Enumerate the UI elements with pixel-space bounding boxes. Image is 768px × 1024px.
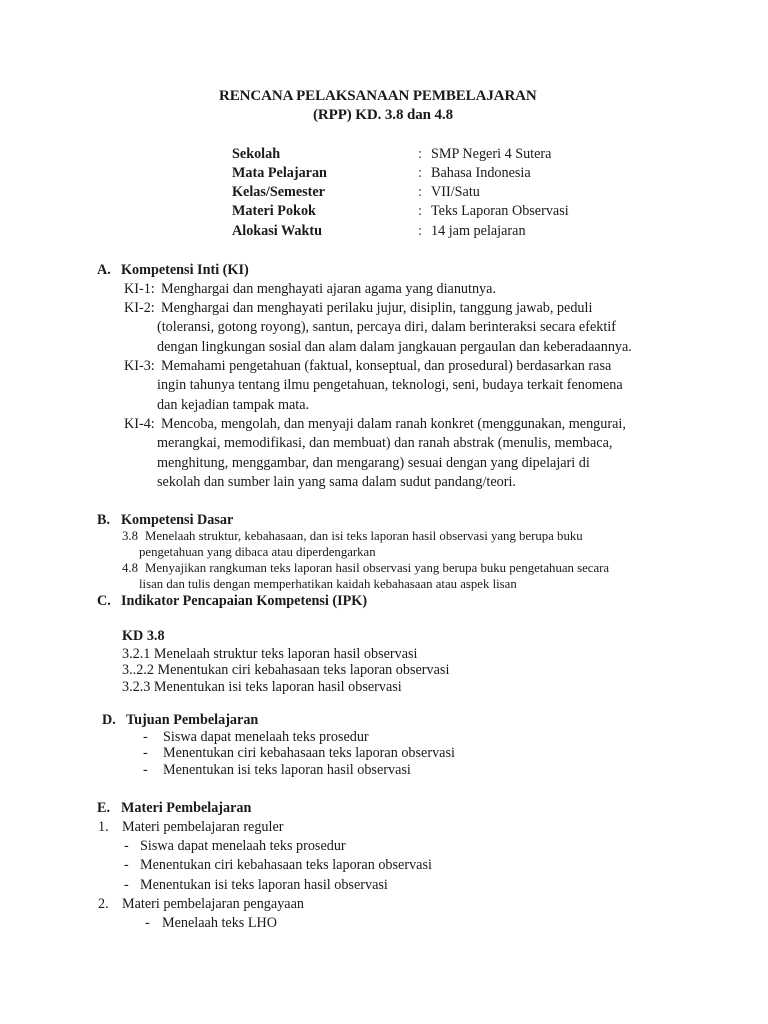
identity-label: Mata Pelajaran [232, 165, 327, 181]
objective-item: Menentukan ciri kebahasaan teks laporan observasi [163, 745, 455, 761]
bullet-dash: - [124, 877, 129, 893]
kd-text: pengetahuan yang dibaca atau diperdengarkan [139, 545, 376, 559]
ki-text: (toleransi, gotong royong), santun, percaya diri, dalam berinteraksi secara efektif [157, 319, 616, 335]
group-label: Materi pembelajaran reguler [122, 819, 284, 835]
identity-label: Sekolah [232, 146, 281, 162]
identity-value: 14 jam pelajaran [431, 223, 526, 239]
identity-colon: : [418, 165, 422, 181]
identity-value: Bahasa Indonesia [431, 165, 531, 181]
materi-item: Siswa dapat menelaah teks prosedur [140, 838, 346, 854]
section-heading: Materi Pembelajaran [121, 800, 252, 816]
materi-item: Menentukan ciri kebahasaan teks laporan observasi [140, 857, 432, 873]
ki-text: dengan lingkungan sosial dan alam dalam jangkauan pergaulan dan keberadaannya. [157, 339, 632, 355]
indicator-item: 3.2.1 Menelaah struktur teks laporan hasil observasi [122, 646, 418, 662]
ki-text: merangkai, memodifikasi, dan membuat) dan ranah abstrak (menulis, membaca, [157, 435, 613, 451]
section-heading: Tujuan Pembelajaran [126, 712, 259, 728]
ki-text: Memahami pengetahuan (faktual, konseptual, dan prosedural) berdasarkan rasa [161, 358, 612, 374]
section-heading: Kompetensi Dasar [121, 512, 234, 528]
identity-colon: : [418, 146, 422, 162]
ki-text: menghitung, menggambar, dan mengarang) sesuai dengan yang dipelajari di [157, 455, 590, 471]
group-label: Materi pembelajaran pengayaan [122, 896, 304, 912]
kd-code: 4.8 [122, 561, 138, 575]
ki-code: KI-1: [124, 281, 155, 297]
bullet-dash: - [124, 857, 129, 873]
ki-code: KI-4: [124, 416, 155, 432]
kd-subheading: KD 3.8 [122, 628, 165, 644]
section-letter: D. [102, 712, 116, 728]
document-title-line1: RENCANA PELAKSANAAN PEMBELAJARAN [219, 88, 537, 104]
indicator-item: 3..2.2 Menentukan ciri kebahasaan teks laporan observasi [122, 662, 450, 678]
document-title-line2: (RPP) KD. 3.8 dan 4.8 [313, 107, 453, 123]
ki-text: dan kejadian tampak mata. [157, 397, 310, 413]
identity-value: Teks Laporan Observasi [431, 203, 569, 219]
identity-value: SMP Negeri 4 Sutera [431, 146, 552, 162]
ki-code: KI-2: [124, 300, 155, 316]
section-heading: Indikator Pencapaian Kompetensi (IPK) [121, 593, 368, 609]
group-number: 1. [98, 819, 109, 835]
ki-text: Mencoba, mengolah, dan menyaji dalam ranah konkret (menggunakan, mengurai, [161, 416, 626, 432]
section-letter: A. [97, 262, 111, 278]
bullet-dash: - [143, 762, 148, 778]
ki-text: Menghargai dan menghayati perilaku jujur, disiplin, tanggung jawab, peduli [161, 300, 593, 316]
identity-colon: : [418, 223, 422, 239]
identity-label: Alokasi Waktu [232, 223, 323, 239]
ki-text: ingin tahunya tentang ilmu pengetahuan, teknologi, seni, budaya terkait fenomena [157, 377, 623, 393]
identity-label: Materi Pokok [232, 203, 316, 219]
identity-label: Kelas/Semester [232, 184, 325, 200]
section-letter: C. [97, 593, 111, 609]
bullet-dash: - [145, 915, 150, 931]
bullet-dash: - [143, 729, 148, 745]
kd-text: Menelaah struktur, kebahasaan, dan isi teks laporan hasil observasi yang berupa buku [145, 529, 583, 543]
materi-item: Menelaah teks LHO [162, 915, 278, 931]
kd-text: Menyajikan rangkuman teks laporan hasil observasi yang berupa buku pengetahuan secara [145, 561, 610, 575]
objective-item: Menentukan isi teks laporan hasil observasi [163, 762, 411, 778]
indicator-item: 3.2.3 Menentukan isi teks laporan hasil observasi [122, 679, 402, 695]
identity-colon: : [418, 203, 422, 219]
identity-colon: : [418, 184, 422, 200]
bullet-dash: - [124, 838, 129, 854]
materi-item: Menentukan isi teks laporan hasil observasi [140, 877, 388, 893]
ki-text: Menghargai dan menghayati ajaran agama yang dianutnya. [161, 281, 496, 297]
ki-text: sekolah dan sumber lain yang sama dalam sudut pandang/teori. [157, 474, 516, 490]
identity-value: VII/Satu [431, 184, 480, 200]
bullet-dash: - [143, 745, 148, 761]
group-number: 2. [98, 896, 109, 912]
objective-item: Siswa dapat menelaah teks prosedur [163, 729, 369, 745]
kd-text: lisan dan tulis dengan memperhatikan kaidah kebahasaan atau aspek lisan [139, 577, 517, 591]
section-letter: B. [97, 512, 111, 528]
ki-code: KI-3: [124, 358, 155, 374]
section-heading: Kompetensi Inti (KI) [121, 262, 249, 278]
section-letter: E. [97, 800, 111, 816]
kd-code: 3.8 [122, 529, 138, 543]
